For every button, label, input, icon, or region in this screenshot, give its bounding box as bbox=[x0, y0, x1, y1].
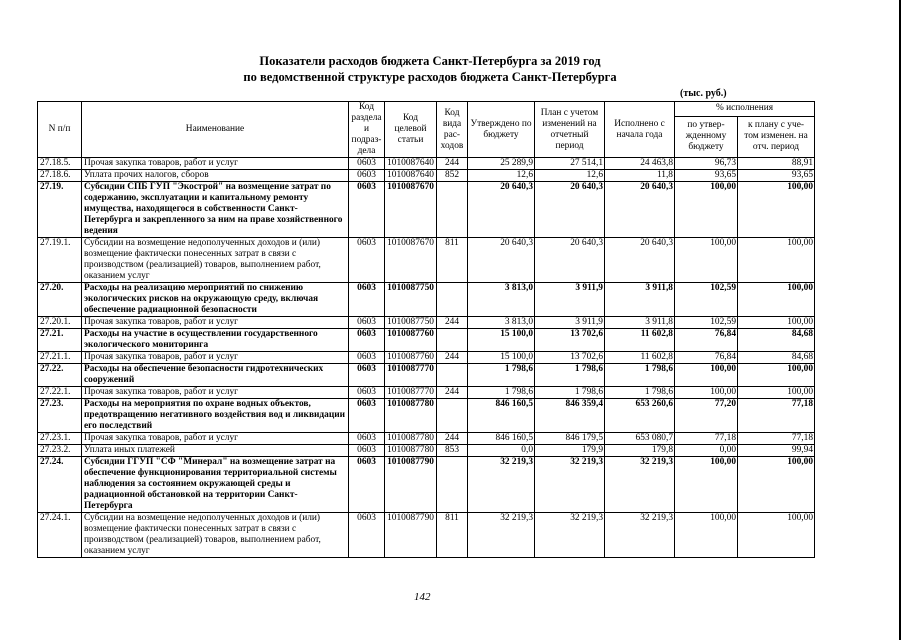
cell-num: 27.21. bbox=[38, 329, 82, 352]
cell-pct-approved: 102,59 bbox=[675, 317, 738, 329]
cell-name: Прочая закупка товаров, работ и услуг bbox=[82, 433, 349, 445]
cell-section: 0603 bbox=[349, 513, 385, 558]
table-row bbox=[38, 513, 815, 558]
header-pct-plan: к плану с уче- том изменен. на отч. период bbox=[738, 116, 815, 157]
table-row bbox=[38, 352, 815, 364]
cell-pct-plan: 77,18 bbox=[738, 433, 815, 445]
cell-kind: 244 bbox=[437, 352, 468, 364]
cell-approved: 15 100,0 bbox=[468, 329, 535, 352]
cell-section: 0603 bbox=[349, 283, 385, 317]
cell-kind: 811 bbox=[437, 238, 468, 283]
header-num: N п/п bbox=[38, 102, 82, 158]
cell-executed: 653 080,7 bbox=[605, 433, 675, 445]
cell-section: 0603 bbox=[349, 170, 385, 182]
cell-kind: 244 bbox=[437, 387, 468, 399]
cell-name: Прочая закупка товаров, работ и услуг bbox=[82, 352, 349, 364]
cell-target: 1010087780 bbox=[385, 433, 437, 445]
cell-target: 1010087640 bbox=[385, 170, 437, 182]
cell-num: 27.21.1. bbox=[38, 352, 82, 364]
cell-kind: 853 bbox=[437, 445, 468, 457]
table-row bbox=[38, 182, 815, 238]
cell-target: 1010087760 bbox=[385, 329, 437, 352]
cell-num: 27.24. bbox=[38, 457, 82, 513]
cell-plan: 13 702,6 bbox=[535, 352, 605, 364]
table-row bbox=[38, 329, 815, 352]
cell-pct-approved: 93,65 bbox=[675, 170, 738, 182]
cell-executed: 3 911,8 bbox=[605, 317, 675, 329]
cell-approved: 3 813,0 bbox=[468, 317, 535, 329]
cell-executed: 32 219,3 bbox=[605, 513, 675, 558]
header-pct-group: % исполнения bbox=[675, 102, 815, 117]
cell-pct-approved: 100,00 bbox=[675, 513, 738, 558]
cell-approved: 12,6 bbox=[468, 170, 535, 182]
cell-kind: 852 bbox=[437, 170, 468, 182]
cell-section: 0603 bbox=[349, 317, 385, 329]
table-row bbox=[38, 158, 815, 170]
cell-plan: 32 219,3 bbox=[535, 457, 605, 513]
cell-approved: 846 160,5 bbox=[468, 433, 535, 445]
cell-pct-plan: 100,00 bbox=[738, 457, 815, 513]
cell-target: 1010087670 bbox=[385, 238, 437, 283]
cell-section: 0603 bbox=[349, 352, 385, 364]
cell-name: Прочая закупка товаров, работ и услуг bbox=[82, 387, 349, 399]
table-row bbox=[38, 364, 815, 387]
cell-approved: 3 813,0 bbox=[468, 283, 535, 317]
cell-pct-approved: 77,20 bbox=[675, 399, 738, 433]
cell-pct-approved: 76,84 bbox=[675, 352, 738, 364]
cell-pct-approved: 100,00 bbox=[675, 457, 738, 513]
cell-plan: 846 359,4 bbox=[535, 399, 605, 433]
cell-approved: 32 219,3 bbox=[468, 457, 535, 513]
cell-executed: 24 463,8 bbox=[605, 158, 675, 170]
cell-pct-plan: 84,68 bbox=[738, 352, 815, 364]
cell-target: 1010087780 bbox=[385, 445, 437, 457]
cell-section: 0603 bbox=[349, 158, 385, 170]
cell-executed: 20 640,3 bbox=[605, 238, 675, 283]
cell-num: 27.23.1. bbox=[38, 433, 82, 445]
cell-section: 0603 bbox=[349, 364, 385, 387]
cell-num: 27.18.5. bbox=[38, 158, 82, 170]
budget-table bbox=[37, 101, 815, 558]
cell-executed: 1 798,6 bbox=[605, 387, 675, 399]
cell-target: 1010087790 bbox=[385, 457, 437, 513]
cell-num: 27.24.1. bbox=[38, 513, 82, 558]
cell-plan: 1 798,6 bbox=[535, 387, 605, 399]
cell-plan: 27 514,1 bbox=[535, 158, 605, 170]
cell-pct-approved: 76,84 bbox=[675, 329, 738, 352]
cell-name: Субсидии на возмещение недополученных доходов и (или) возмещение фактически понесенных затрат в связи с производством (реализацией) товаров, выполнением работ, оказанием услуг bbox=[82, 513, 349, 558]
cell-pct-plan: 88,91 bbox=[738, 158, 815, 170]
cell-num: 27.19. bbox=[38, 182, 82, 238]
cell-plan: 179,9 bbox=[535, 445, 605, 457]
cell-num: 27.22.1. bbox=[38, 387, 82, 399]
cell-pct-plan: 100,00 bbox=[738, 238, 815, 283]
cell-kind bbox=[437, 329, 468, 352]
cell-pct-approved: 77,18 bbox=[675, 433, 738, 445]
header-row bbox=[38, 102, 815, 117]
header-approved: Утверждено по бюджету bbox=[468, 102, 535, 158]
table-row bbox=[38, 387, 815, 399]
page-subtitle: по ведомственной структуре расходов бюджета Санкт-Петербурга bbox=[243, 70, 617, 84]
cell-name: Прочая закупка товаров, работ и услуг bbox=[82, 317, 349, 329]
cell-executed: 1 798,6 bbox=[605, 364, 675, 387]
table-row bbox=[38, 399, 815, 433]
cell-plan: 12,6 bbox=[535, 170, 605, 182]
cell-plan: 20 640,3 bbox=[535, 238, 605, 283]
cell-pct-approved: 100,00 bbox=[675, 387, 738, 399]
cell-section: 0603 bbox=[349, 445, 385, 457]
cell-executed: 11,8 bbox=[605, 170, 675, 182]
cell-num: 27.18.6. bbox=[38, 170, 82, 182]
cell-kind bbox=[437, 364, 468, 387]
cell-num: 27.20.1. bbox=[38, 317, 82, 329]
cell-approved: 25 289,9 bbox=[468, 158, 535, 170]
cell-kind bbox=[437, 283, 468, 317]
cell-approved: 32 219,3 bbox=[468, 513, 535, 558]
cell-target: 1010087750 bbox=[385, 283, 437, 317]
cell-name: Прочая закупка товаров, работ и услуг bbox=[82, 158, 349, 170]
cell-approved: 15 100,0 bbox=[468, 352, 535, 364]
cell-target: 1010087670 bbox=[385, 182, 437, 238]
cell-pct-approved: 100,00 bbox=[675, 364, 738, 387]
cell-target: 1010087790 bbox=[385, 513, 437, 558]
cell-target: 1010087770 bbox=[385, 364, 437, 387]
table-body bbox=[38, 158, 815, 558]
cell-target: 1010087770 bbox=[385, 387, 437, 399]
cell-num: 27.23. bbox=[38, 399, 82, 433]
cell-num: 27.22. bbox=[38, 364, 82, 387]
cell-pct-approved: 96,73 bbox=[675, 158, 738, 170]
cell-kind bbox=[437, 399, 468, 433]
cell-section: 0603 bbox=[349, 399, 385, 433]
cell-kind: 811 bbox=[437, 513, 468, 558]
cell-plan: 1 798,6 bbox=[535, 364, 605, 387]
header-plan: План с учетом изменений на отчетный период bbox=[535, 102, 605, 158]
cell-executed: 653 260,6 bbox=[605, 399, 675, 433]
cell-approved: 0,0 bbox=[468, 445, 535, 457]
cell-executed: 32 219,3 bbox=[605, 457, 675, 513]
cell-target: 1010087640 bbox=[385, 158, 437, 170]
cell-num: 27.23.2. bbox=[38, 445, 82, 457]
cell-plan: 846 179,5 bbox=[535, 433, 605, 445]
units-label: (тыс. руб.) bbox=[680, 88, 727, 99]
cell-plan: 13 702,6 bbox=[535, 329, 605, 352]
cell-name: Уплата иных платежей bbox=[82, 445, 349, 457]
cell-pct-plan: 99,94 bbox=[738, 445, 815, 457]
cell-approved: 846 160,5 bbox=[468, 399, 535, 433]
cell-target: 1010087760 bbox=[385, 352, 437, 364]
cell-target: 1010087780 bbox=[385, 399, 437, 433]
cell-name: Расходы на реализацию мероприятий по снижению экологических рисков на окружающую среду, включая обеспечение радиационной безопасности bbox=[82, 283, 349, 317]
cell-kind bbox=[437, 182, 468, 238]
cell-kind: 244 bbox=[437, 158, 468, 170]
cell-pct-plan: 77,18 bbox=[738, 399, 815, 433]
cell-approved: 20 640,3 bbox=[468, 238, 535, 283]
header-pct-approved: по утвер- жденному бюджету bbox=[675, 116, 738, 157]
table-row bbox=[38, 317, 815, 329]
page-title: Показатели расходов бюджета Санкт-Петербурга за 2019 год bbox=[259, 54, 601, 68]
cell-num: 27.20. bbox=[38, 283, 82, 317]
cell-pct-approved: 0,00 bbox=[675, 445, 738, 457]
header-kind: Код вида рас- ходов bbox=[437, 102, 468, 158]
cell-approved: 1 798,6 bbox=[468, 387, 535, 399]
cell-section: 0603 bbox=[349, 387, 385, 399]
table-row bbox=[38, 433, 815, 445]
cell-name: Субсидии на возмещение недополученных доходов и (или) возмещение фактически понесенных затрат в связи с производством (реализацией) товаров, выполнением работ, оказанием услуг bbox=[82, 238, 349, 283]
cell-kind: 244 bbox=[437, 433, 468, 445]
table-row bbox=[38, 170, 815, 182]
cell-executed: 3 911,8 bbox=[605, 283, 675, 317]
cell-approved: 20 640,3 bbox=[468, 182, 535, 238]
cell-kind: 244 bbox=[437, 317, 468, 329]
cell-name: Расходы на мероприятия по охране водных объектов, предотвращению негативного воздействия вод и ликвидации его последствий bbox=[82, 399, 349, 433]
cell-approved: 1 798,6 bbox=[468, 364, 535, 387]
cell-section: 0603 bbox=[349, 329, 385, 352]
cell-executed: 20 640,3 bbox=[605, 182, 675, 238]
header-target: Код целевой статьи bbox=[385, 102, 437, 158]
cell-pct-plan: 100,00 bbox=[738, 182, 815, 238]
cell-pct-approved: 100,00 bbox=[675, 238, 738, 283]
table-row bbox=[38, 283, 815, 317]
cell-num: 27.19.1. bbox=[38, 238, 82, 283]
cell-target: 1010087750 bbox=[385, 317, 437, 329]
cell-executed: 179,8 bbox=[605, 445, 675, 457]
cell-section: 0603 bbox=[349, 457, 385, 513]
table-row bbox=[38, 238, 815, 283]
cell-plan: 3 911,9 bbox=[535, 317, 605, 329]
header-name: Наименование bbox=[82, 102, 349, 158]
cell-pct-approved: 100,00 bbox=[675, 182, 738, 238]
cell-name: Уплата прочих налогов, сборов bbox=[82, 170, 349, 182]
cell-executed: 11 602,8 bbox=[605, 329, 675, 352]
cell-executed: 11 602,8 bbox=[605, 352, 675, 364]
page-number: 142 bbox=[414, 591, 431, 603]
cell-plan: 20 640,3 bbox=[535, 182, 605, 238]
header-section: Код раздела и подраз- дела bbox=[349, 102, 385, 158]
cell-plan: 3 911,9 bbox=[535, 283, 605, 317]
cell-plan: 32 219,3 bbox=[535, 513, 605, 558]
cell-section: 0603 bbox=[349, 238, 385, 283]
cell-pct-plan: 100,00 bbox=[738, 317, 815, 329]
cell-pct-plan: 100,00 bbox=[738, 513, 815, 558]
cell-pct-approved: 102,59 bbox=[675, 283, 738, 317]
cell-pct-plan: 93,65 bbox=[738, 170, 815, 182]
table-row bbox=[38, 445, 815, 457]
cell-pct-plan: 100,00 bbox=[738, 364, 815, 387]
cell-name: Субсидии ГГУП "СФ "Минерал" на возмещение затрат на обеспечение функционирования территориальной системы наблюдения за состоянием окружающей среды и радиационной обстановкой на территории Санкт-Петербурга bbox=[82, 457, 349, 513]
cell-kind bbox=[437, 457, 468, 513]
cell-pct-plan: 100,00 bbox=[738, 283, 815, 317]
cell-pct-plan: 84,68 bbox=[738, 329, 815, 352]
cell-name: Расходы на обеспечение безопасности гидротехнических сооружений bbox=[82, 364, 349, 387]
cell-name: Расходы на участие в осуществлении государственного экологического мониторинга bbox=[82, 329, 349, 352]
cell-section: 0603 bbox=[349, 433, 385, 445]
cell-section: 0603 bbox=[349, 182, 385, 238]
cell-pct-plan: 100,00 bbox=[738, 387, 815, 399]
table-row bbox=[38, 457, 815, 513]
header-executed: Исполнено с начала года bbox=[605, 102, 675, 158]
cell-name: Субсидии СПБ ГУП "Экострой" на возмещение затрат по содержанию, эксплуатации и капитальному ремонту имущества, находящегося в собственности Санкт-Петербурга и закрепленного за ним на праве хозяйственного ведения bbox=[82, 182, 349, 238]
